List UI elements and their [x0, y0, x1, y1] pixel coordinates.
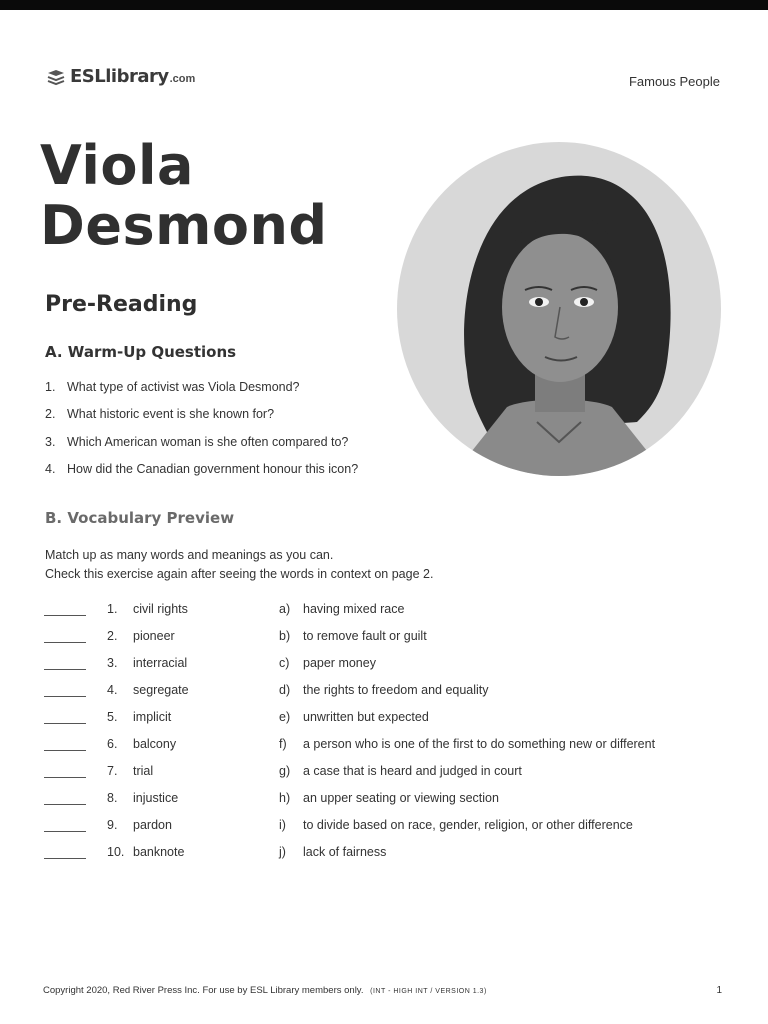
answer-blank[interactable]: [44, 615, 86, 616]
question-number: 2.: [45, 407, 56, 422]
vocab-row: [44, 655, 744, 682]
vocab-meaning: a case that is heard and judged in court: [303, 764, 522, 778]
vocab-meaning: a person who is one of the first to do something new or different: [303, 737, 656, 751]
page-number: 1: [716, 985, 722, 996]
category-label: Famous People: [628, 74, 720, 89]
warmup-question-list: [45, 380, 358, 489]
question-number: 3.: [45, 434, 56, 449]
meaning-letter: a): [279, 602, 291, 616]
vocab-instructions: [45, 546, 433, 584]
vocab-meaning: unwritten but expected: [303, 710, 429, 724]
word-number: 5.: [107, 710, 118, 724]
question-number: 1.: [45, 380, 56, 394]
stacked-books-icon: [46, 67, 66, 87]
answer-blank[interactable]: [44, 750, 86, 751]
answer-blank[interactable]: [44, 669, 86, 670]
warmup-question: [45, 462, 358, 489]
version-text: (INT - HIGH INT / VERSION 1.3): [370, 988, 487, 995]
warmup-question: [45, 435, 358, 462]
vocab-row: [44, 790, 744, 817]
answer-blank[interactable]: [44, 831, 86, 832]
vocab-row: [44, 709, 744, 736]
vocab-row: [44, 736, 744, 763]
vocab-meaning: an upper seating or viewing section: [303, 791, 499, 805]
meaning-letter: i): [279, 818, 286, 832]
question-text: How did the Canadian government honour this icon?: [67, 461, 359, 476]
vocab-word: injustice: [133, 791, 179, 805]
question-number: 4.: [45, 461, 56, 476]
answer-blank[interactable]: [44, 804, 86, 805]
vocab-word: pioneer: [133, 629, 175, 643]
answer-blank[interactable]: [44, 777, 86, 778]
question-text: What type of activist was Viola Desmond?: [67, 380, 300, 394]
vocab-row: [44, 628, 744, 655]
portrait-drawing: [397, 142, 721, 476]
meaning-letter: h): [279, 791, 291, 805]
word-number: 2.: [107, 629, 118, 643]
meaning-letter: j): [279, 845, 286, 859]
vocab-word: interracial: [133, 656, 188, 670]
warmup-heading: A. Warm-Up Questions: [45, 343, 237, 361]
word-number: 10.: [107, 845, 125, 859]
instruction-line-2: Check this exercise again after seeing the words in context on page 2.: [45, 567, 434, 581]
meaning-letter: e): [279, 710, 291, 724]
vocab-meaning: to divide based on race, gender, religion, or other difference: [303, 818, 633, 832]
vocab-row: [44, 682, 744, 709]
copyright-text: Copyright 2020, Red River Press Inc. For use by ESL Library members only.: [43, 985, 364, 996]
vocab-row: [44, 844, 744, 871]
vocab-word: trial: [133, 764, 154, 778]
vocab-word: implicit: [133, 710, 172, 724]
meaning-letter: b): [279, 629, 291, 643]
vocab-meaning: the rights to freedom and equality: [303, 683, 489, 697]
answer-blank[interactable]: [44, 723, 86, 724]
vocab-row: [44, 763, 744, 790]
portrait-illustration: [397, 142, 721, 476]
vocab-meaning: paper money: [303, 656, 376, 670]
logo-text: ESLlibrary: [70, 66, 169, 87]
vocab-word: balcony: [133, 737, 177, 751]
answer-blank[interactable]: [44, 696, 86, 697]
warmup-question: [45, 380, 358, 407]
vocab-heading: B. Vocabulary Preview: [45, 509, 235, 527]
section-heading: Pre-Reading: [45, 292, 198, 317]
vocab-word: pardon: [133, 818, 172, 832]
scan-top-edge: [0, 0, 768, 10]
word-number: 6.: [107, 737, 118, 751]
word-number: 9.: [107, 818, 118, 832]
vocab-meaning: having mixed race: [303, 602, 405, 616]
word-number: 8.: [107, 791, 118, 805]
instruction-line-1: Match up as many words and meanings as you can.: [45, 548, 334, 562]
word-number: 4.: [107, 683, 118, 697]
word-number: 1.: [107, 602, 118, 616]
meaning-letter: f): [279, 737, 287, 751]
answer-blank[interactable]: [44, 858, 86, 859]
footer-copyright: [43, 985, 487, 996]
vocab-meaning: to remove fault or guilt: [303, 629, 427, 643]
page-title: [40, 136, 328, 256]
title-line-2: Desmond: [40, 194, 328, 257]
question-text: What historic event is she known for?: [67, 407, 275, 422]
question-text: Which American woman is she often compared to?: [67, 434, 349, 449]
vocab-matching-list: [44, 601, 744, 871]
word-number: 3.: [107, 656, 118, 670]
meaning-letter: d): [279, 683, 291, 697]
vocab-word: segregate: [133, 683, 189, 697]
logo-suffix: .com: [169, 72, 196, 85]
meaning-letter: c): [279, 656, 290, 670]
meaning-letter: g): [279, 764, 291, 778]
esl-library-logo: [46, 66, 195, 87]
warmup-question: [45, 407, 358, 434]
vocab-word: banknote: [133, 845, 185, 859]
word-number: 7.: [107, 764, 118, 778]
vocab-row: [44, 817, 744, 844]
vocab-meaning: lack of fairness: [303, 845, 387, 859]
vocab-word: civil rights: [133, 602, 188, 616]
title-line-1: Viola: [40, 134, 194, 197]
answer-blank[interactable]: [44, 642, 86, 643]
vocab-row: [44, 601, 744, 628]
